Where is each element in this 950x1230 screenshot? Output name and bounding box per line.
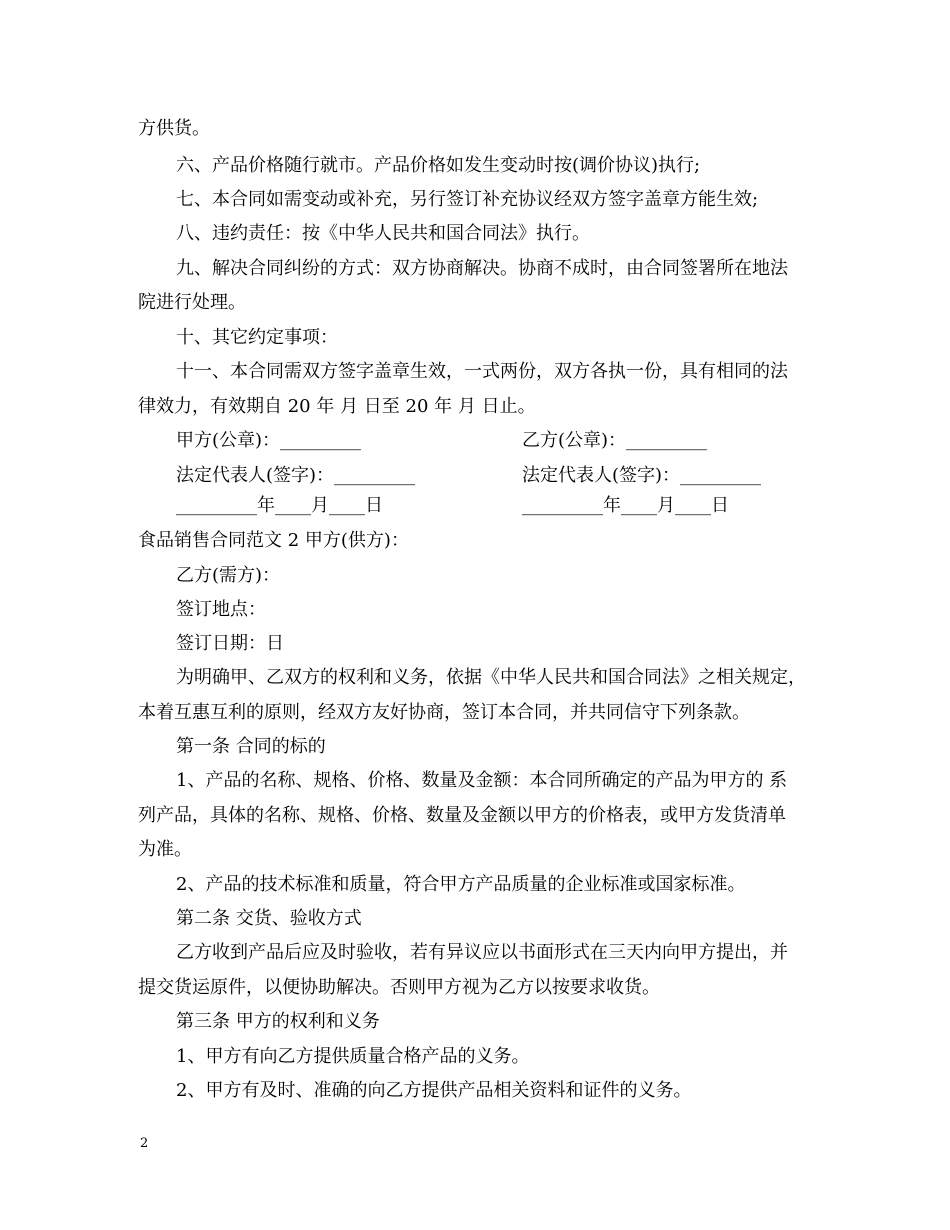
party-b-seal: 乙方(公章)：_________ — [522, 430, 708, 451]
party-a-representative: 法定代表人(签字)：_________ — [176, 465, 416, 486]
text-line: 2、产品的技术标准和质量，符合甲方产品质量的企业标准或国家标准。 — [176, 874, 746, 895]
text-line: 十一、本合同需双方签字盖章生效，一式两份，双方各执一份，具有相同的法 — [176, 361, 788, 382]
text-line: 九、解决合同纠纷的方式：双方协商解决。协商不成时，由合同签署所在地法 — [176, 258, 788, 279]
party-b-representative: 法定代表人(签字)：_________ — [522, 465, 762, 486]
page-number: 2 — [140, 1136, 149, 1151]
text-line: 方供货。 — [138, 118, 210, 139]
text-line: 乙方收到产品后应及时验收，若有异议应以书面形式在三天内向甲方提出，并 — [176, 942, 788, 963]
text-line: 列产品，具体的名称、规格、价格、数量及金额以甲方的价格表，或甲方发货清单 — [138, 805, 786, 826]
text-line: 为明确甲、乙双方的权利和义务，依据《中华人民共和国合同法》之相关规定， — [176, 667, 806, 688]
article-heading: 第一条 合同的标的 — [176, 736, 326, 757]
text-line: 2、甲方有及时、准确的向乙方提供产品相关资料和证件的义务。 — [176, 1080, 692, 1101]
text-line: 1、甲方有向乙方提供质量合格产品的义务。 — [176, 1046, 530, 1067]
text-line: 七、本合同如需变动或补充，另行签订补充协议经双方签字盖章方能生效; — [176, 189, 759, 210]
party-a-date: _________年____月____日 — [176, 495, 383, 516]
text-line: 为准。 — [138, 839, 192, 860]
section-heading: 食品销售合同范文 2 甲方(供方)： — [138, 530, 409, 551]
text-line: 八、违约责任：按《中华人民共和国合同法》执行。 — [176, 223, 590, 244]
text-line: 律效力，有效期自 20 年 月 日至 20 年 月 日止。 — [138, 396, 536, 417]
text-line: 本着互惠互利的原则，经双方友好协商，签订本合同，并共同信守下列条款。 — [138, 702, 750, 723]
party-b-date: _________年____月____日 — [522, 495, 729, 516]
party-a-seal: 甲方(公章)：_________ — [176, 430, 362, 451]
text-line: 乙方(需方)： — [176, 565, 281, 586]
article-heading: 第三条 甲方的权利和义务 — [176, 1011, 380, 1032]
text-line: 1、产品的名称、规格、价格、数量及金额：本合同所确定的产品为甲方的 系 — [176, 770, 788, 791]
text-line: 院进行处理。 — [138, 292, 246, 313]
text-line: 十、其它约定事项： — [176, 327, 338, 348]
article-heading: 第二条 交货、验收方式 — [176, 908, 362, 929]
text-line: 签订地点： — [176, 599, 266, 620]
text-line: 六、产品价格随行就市。产品价格如发生变动时按(调价协议)执行; — [176, 155, 701, 176]
text-line: 签订日期：日 — [176, 633, 284, 654]
text-line: 提交货运原件，以便协助解决。否则甲方视为乙方以按要求收货。 — [138, 977, 660, 998]
